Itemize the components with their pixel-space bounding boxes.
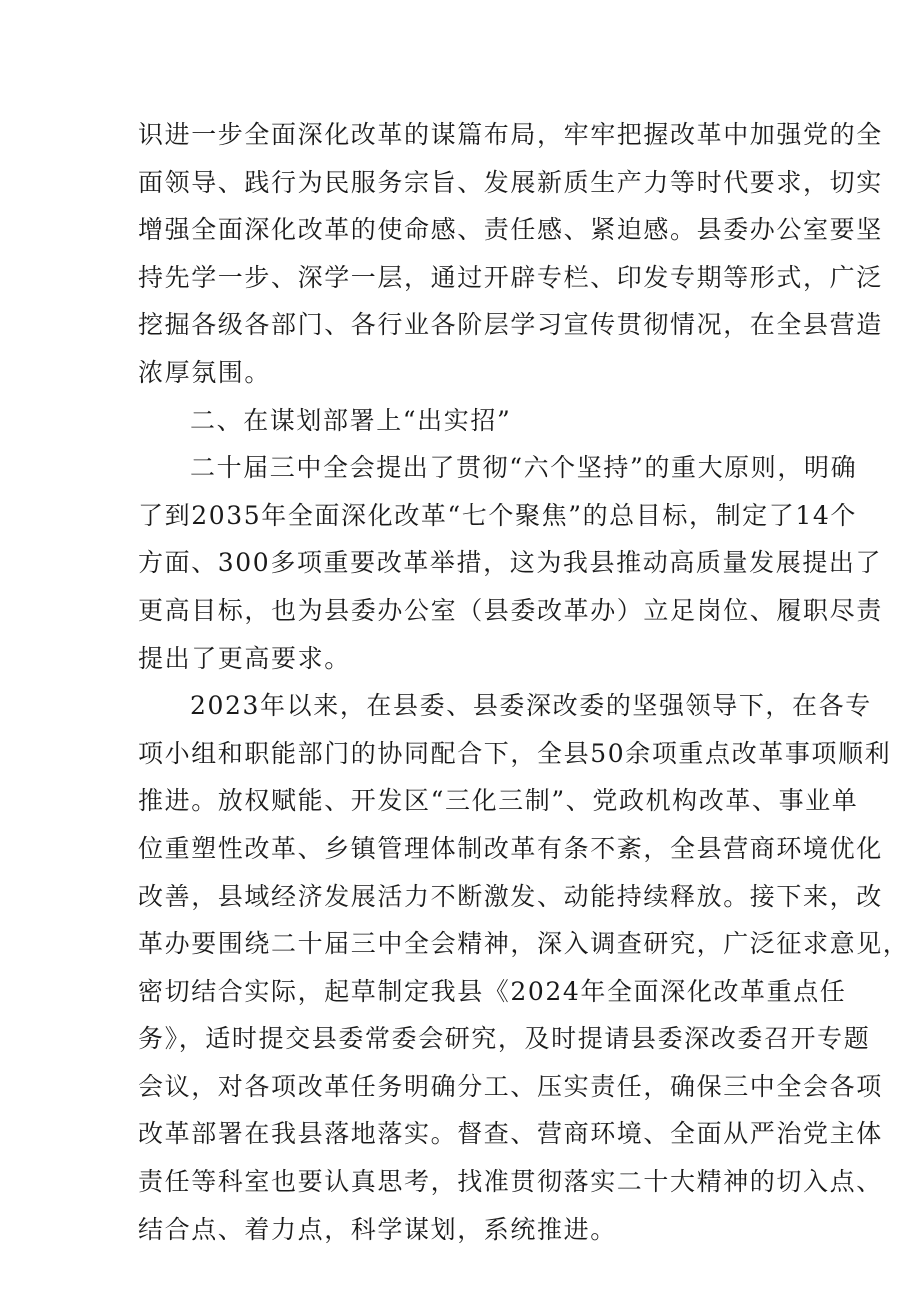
text-line: 方面、300多项重要改革举措，这为我县推动高质量发展提出了 [138, 548, 883, 578]
text-line: 革办要围绕二十届三中全会精神，深入调查研究，广泛征求意见， [138, 929, 910, 959]
text-line: 浓厚氛围。 [138, 357, 272, 387]
text-line: 二十届三中全会提出了贯彻“六个坚持”的重大原则，明确 [190, 453, 858, 483]
text-line: 面领导、践行为民服务宗旨、发展新质生产力等时代要求，切实 [138, 167, 883, 197]
text-line: 持先学一步、深学一层，通过开辟专栏、印发专期等形式，广泛 [138, 262, 883, 292]
text-line: 增强全面深化改革的使命感、责任感、紧迫感。县委办公室要坚 [138, 215, 883, 245]
text-line: 识进一步全面深化改革的谋篇布局，牢牢把握改革中加强党的全 [138, 120, 883, 149]
text-line: 结合点、着力点，科学谋划，系统推进。 [138, 1214, 617, 1244]
text-line: 位重塑性改革、乡镇管理体制改革有条不紊，全县营商环境优化 [138, 833, 883, 863]
paragraph-principles [138, 444, 883, 682]
document-body [138, 111, 910, 1253]
text-line: 会议，对各项改革任务明确分工、压实责任，确保三中全会各项 [138, 1071, 883, 1101]
text-line: 提出了更高要求。 [138, 643, 351, 673]
text-line: 挖掘各级各部门、各行业各阶层学习宣传贯彻情况，在全县营造 [138, 310, 883, 340]
text-line: 责任等科室也要认真思考，找准贯彻落实二十大精神的切入点、 [138, 1167, 883, 1197]
text-line: 改善，县域经济发展活力不断激发、动能持续释放。接下来，改 [138, 881, 883, 911]
text-line: 推进。放权赋能、开发区“三化三制”、党政机构改革、事业单 [138, 786, 859, 816]
paragraph-intro [138, 111, 883, 397]
paragraph-progress [138, 682, 910, 1253]
text-line: 了到2035年全面深化改革“七个聚焦”的总目标，制定了14个 [138, 500, 857, 530]
text-line: 项小组和职能部门的协同配合下，全县50余项重点改革事项顺利 [138, 738, 892, 768]
text-line: 密切结合实际，起草制定我县《2024年全面深化改革重点任 [138, 976, 847, 1006]
text-line: 2023年以来，在县委、县委深改委的坚强领导下，在各专 [190, 691, 872, 721]
text-line: 改革部署在我县落地落实。督查、营商环境、全面从严治党主体 [138, 1119, 883, 1149]
text-line: 务》，适时提交县委常委会研究，及时提请县委深改委召开专题 [138, 1024, 871, 1054]
section-heading [138, 397, 784, 445]
section-heading-text: 二、在谋划部署上“出实招” [190, 405, 512, 435]
text-line: 更高目标，也为县委办公室（县委改革办）立足岗位、履职尽责 [138, 595, 883, 625]
